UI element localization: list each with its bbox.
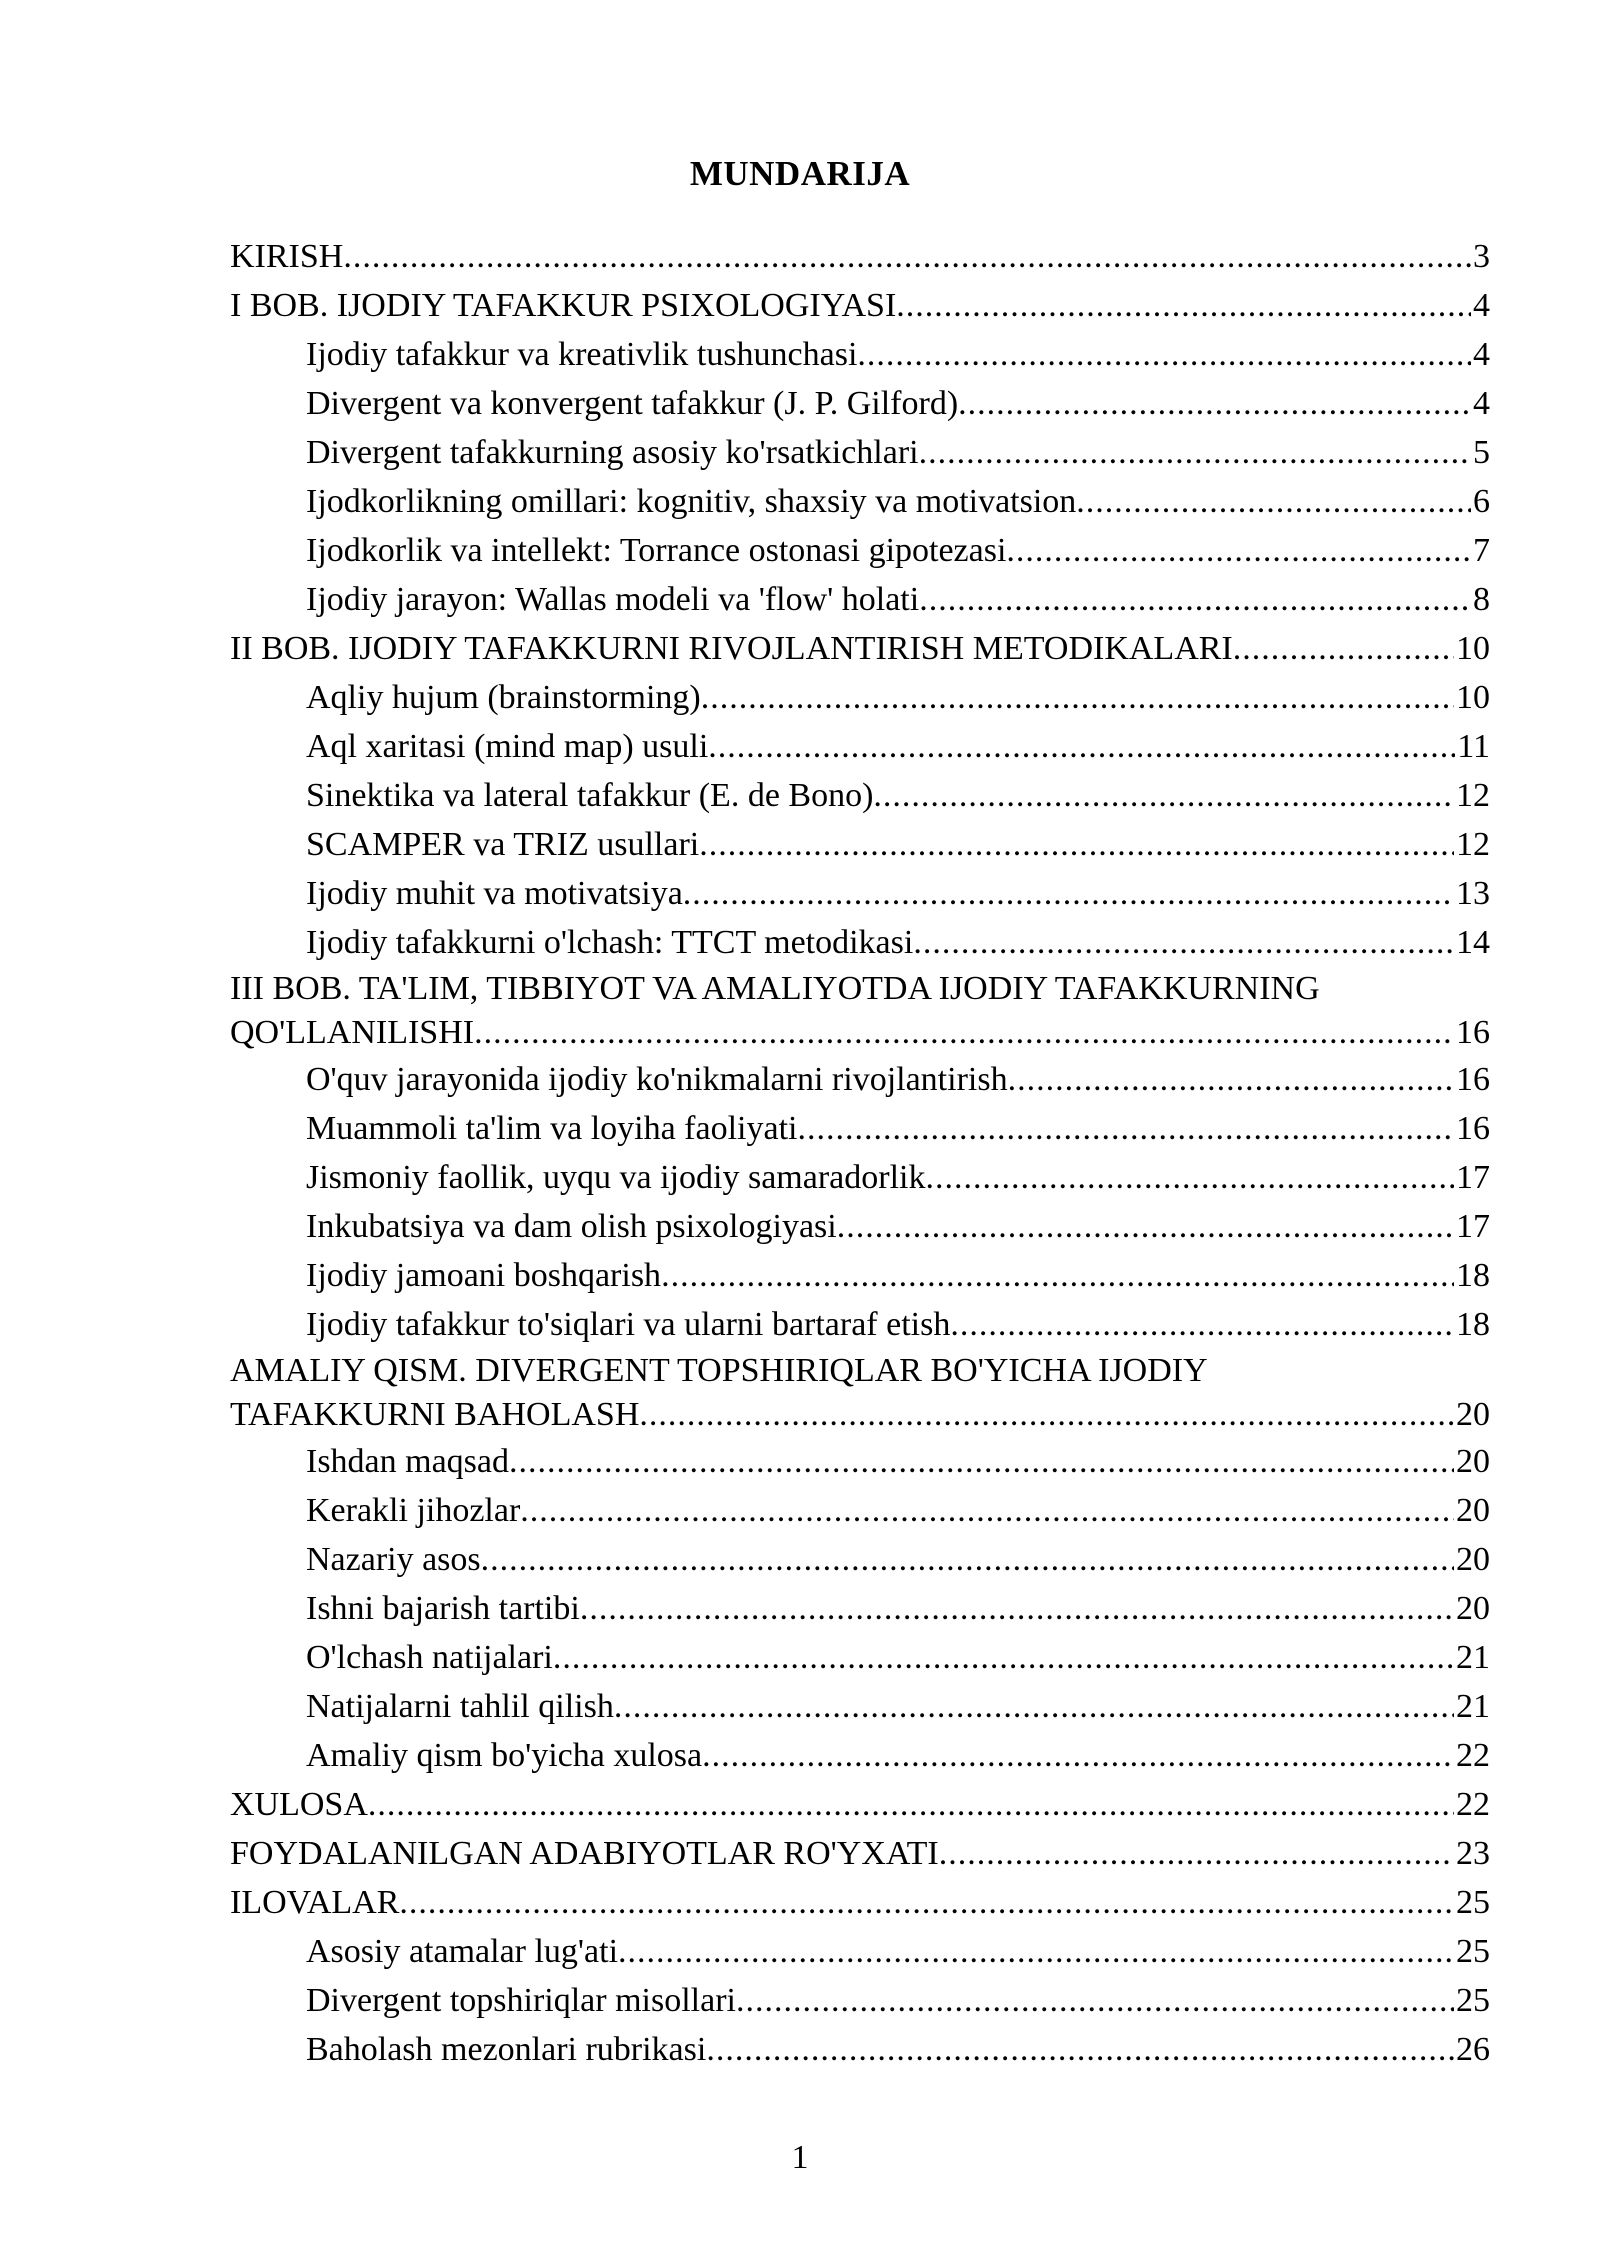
toc-entry-page: 10 [1456,679,1490,716]
toc-entry-label: Divergent va konvergent tafakkur (J. P. Gilford) [306,385,959,422]
toc-entry-label: Ijodiy tafakkur va kreativlik tushunchasi [306,336,858,373]
toc-subentry[interactable] [230,1976,1490,2025]
dot-leader [1076,477,1471,526]
toc-entry-label: Ijodiy jarayon: Wallas modeli va 'flow' holati [306,581,920,618]
toc-subentry[interactable] [230,869,1490,918]
toc-subentry[interactable] [230,1731,1490,1780]
toc-subentry[interactable] [230,1927,1490,1976]
toc-subentry[interactable] [230,722,1490,771]
dot-leader [925,1153,1454,1202]
toc-entry-page: 25 [1456,1933,1490,1970]
page-title: MUNDARIJA [689,154,911,193]
dot-leader [553,1633,1454,1682]
dot-leader [481,1535,1454,1584]
dot-leader [343,232,1471,281]
toc-entry-label: O'lchash natijalari [306,1639,553,1676]
toc-subentry[interactable] [230,477,1490,526]
toc-entry-label: SCAMPER va TRIZ usullari [306,826,700,863]
toc-subentry[interactable] [230,1300,1490,1349]
toc-entry-xulosa[interactable] [230,1780,1490,1829]
toc-subentry[interactable] [230,428,1490,477]
dot-leader [896,281,1471,330]
toc-entry-label: FOYDALANILGAN ADABIYOTLAR RO'YXATI [230,1835,939,1872]
toc-entry-page: 16 [1456,1110,1490,1147]
toc-entry-label: Ijodiy tafakkurni o'lchash: TTCT metodikasi [306,924,914,961]
toc-subentry[interactable] [230,1055,1490,1104]
toc-entry-page: 8 [1473,581,1490,618]
toc-entry-bob1[interactable] [230,281,1490,330]
dot-leader [580,1584,1454,1633]
toc-entry-label-line2: TAFAKKURNI BAHOLASH [230,1396,640,1433]
toc-entry-label: Sinektika va lateral tafakkur (E. de Bono) [306,777,874,814]
toc-entry-label: Ishdan maqsad [306,1443,510,1480]
toc-subentry[interactable] [230,918,1490,967]
dot-leader [939,1829,1454,1878]
dot-leader [857,330,1471,379]
toc-entry-page: 16 [1456,1014,1490,1051]
toc-subentry[interactable] [230,771,1490,820]
dot-leader [702,1731,1454,1780]
toc-subentry[interactable] [230,1437,1490,1486]
toc-entry-label: Divergent tafakkurning asosiy ko'rsatkichlari [306,434,919,471]
toc-entry-page: 23 [1456,1835,1490,1872]
table-of-contents [230,232,1490,2074]
toc-entry-label: Asosiy atamalar lug'ati [306,1933,619,1970]
dot-leader [913,918,1454,967]
toc-subentry[interactable] [230,1251,1490,1300]
toc-subentry[interactable] [230,1584,1490,1633]
dot-leader [618,1927,1454,1976]
toc-entry-page: 11 [1457,728,1490,765]
dot-leader [1233,624,1454,673]
dot-leader [699,820,1454,869]
dot-leader [474,1011,1454,1055]
toc-entry-page: 4 [1473,385,1490,422]
dot-leader [1006,526,1471,575]
toc-entry-label: Ijodiy tafakkur to'siqlari va ularni bartaraf etish [306,1306,951,1343]
toc-subentry[interactable] [230,575,1490,624]
toc-entry-label: Inkubatsiya va dam olish psixologiyasi [306,1208,837,1245]
toc-entry-label: Ishni bajarish tartibi [306,1590,580,1627]
toc-entry-label: XULOSA [230,1786,368,1823]
toc-entry-ilovalar[interactable] [230,1878,1490,1927]
toc-entry-page: 14 [1456,924,1490,961]
toc-entry-kirish[interactable] [230,232,1490,281]
toc-entry-amaliy[interactable] [230,1349,1490,1437]
toc-entry-page: 13 [1456,875,1490,912]
toc-subentry[interactable] [230,1682,1490,1731]
toc-entry-page: 20 [1456,1396,1490,1433]
toc-entry-page: 20 [1456,1590,1490,1627]
dot-leader [950,1300,1454,1349]
toc-entry-page: 22 [1456,1786,1490,1823]
dot-leader [736,1976,1454,2025]
toc-entry-adabiyotlar[interactable] [230,1829,1490,1878]
toc-entry-page: 10 [1456,630,1490,667]
toc-entry-label: Ijodkorlikning omillari: kognitiv, shaxsiy va motivatsion [306,483,1077,520]
toc-subentry[interactable] [230,1486,1490,1535]
toc-entry-page: 22 [1456,1737,1490,1774]
toc-entry-page: 17 [1456,1208,1490,1245]
toc-entry-label: II BOB. IJODIY TAFAKKURNI RIVOJLANTIRISH METODIKALARI [230,630,1233,667]
toc-entry-line2 [230,1393,1490,1437]
toc-subentry[interactable] [230,330,1490,379]
dot-leader [958,379,1471,428]
toc-entry-page: 12 [1456,826,1490,863]
toc-entry-label: Ijodiy muhit va motivatsiya [306,875,683,912]
toc-entry-page: 25 [1456,1982,1490,2019]
toc-entry-page: 20 [1456,1443,1490,1480]
toc-entry-page: 20 [1456,1492,1490,1529]
toc-entry-page: 18 [1456,1257,1490,1294]
toc-entry-label-line1: AMALIY QISM. DIVERGENT TOPSHIRIQLAR BO'YICHA IJODIY [230,1352,1208,1389]
toc-entry-label: ILOVALAR [230,1884,400,1921]
toc-subentry[interactable] [230,2025,1490,2074]
dot-leader [701,673,1454,722]
toc-entry-page: 20 [1456,1541,1490,1578]
toc-entry-page: 21 [1456,1688,1490,1725]
dot-leader [873,771,1454,820]
toc-entry-label: Natijalarni tahlil qilish [306,1688,614,1725]
toc-entry-page: 16 [1456,1061,1490,1098]
toc-entry-label: O'quv jarayonida ijodiy ko'nikmalarni rivojlantirish [306,1061,1008,1098]
toc-entry-label: Ijodkorlik va intellekt: Torrance ostonasi gipotezasi [306,532,1007,569]
toc-entry-bob3[interactable] [230,967,1490,1055]
dot-leader [919,428,1471,477]
toc-entry-label-line2: QO'LLANILISHI [230,1014,475,1051]
toc-entry-label: Aql xaritasi (mind map) usuli [306,728,709,765]
toc-subentry[interactable] [230,820,1490,869]
toc-subentry[interactable] [230,379,1490,428]
toc-subentry[interactable] [230,1202,1490,1251]
toc-subentry[interactable] [230,1104,1490,1153]
dot-leader [683,869,1454,918]
dot-leader [399,1878,1454,1927]
toc-entry-label: Divergent topshiriqlar misollari [306,1982,736,2019]
toc-subentry[interactable] [230,1153,1490,1202]
toc-entry-label: Ijodiy jamoani boshqarish [306,1257,662,1294]
toc-subentry[interactable] [230,1535,1490,1584]
toc-entry-label: Jismoniy faollik, uyqu va ijodiy samaradorlik [306,1159,926,1196]
toc-entry-page: 12 [1456,777,1490,814]
toc-entry-bob2[interactable] [230,624,1490,673]
toc-entry-page: 5 [1473,434,1490,471]
toc-entry-page: 7 [1473,532,1490,569]
toc-entry-page: 18 [1456,1306,1490,1343]
dot-leader [368,1780,1454,1829]
dot-leader [797,1104,1454,1153]
dot-leader [919,575,1471,624]
dot-leader [639,1393,1454,1437]
dot-leader [1008,1055,1454,1104]
toc-entry-label: Baholash mezonlari rubrikasi [306,2031,707,2068]
toc-entry-label: Nazariy asos [306,1541,481,1578]
dot-leader [708,722,1455,771]
page-number: 1 [791,2139,809,2176]
toc-entry-label: Kerakli jihozlar [306,1492,521,1529]
toc-entry-page: 3 [1473,238,1490,275]
toc-subentry[interactable] [230,673,1490,722]
toc-entry-label-line1: III BOB. TA'LIM, TIBBIYOT VA AMALIYOTDA IJODIY TAFAKKURNING [230,970,1320,1007]
dot-leader [614,1682,1454,1731]
dot-leader [509,1437,1454,1486]
toc-subentry[interactable] [230,1633,1490,1682]
toc-entry-label: I BOB. IJODIY TAFAKKUR PSIXOLOGIYASI [230,287,897,324]
toc-entry-label: KIRISH [230,238,344,275]
dot-leader [661,1251,1454,1300]
toc-entry-page: 4 [1473,336,1490,373]
dot-leader [520,1486,1454,1535]
toc-entry-label: Amaliy qism bo'yicha xulosa [306,1737,703,1774]
toc-entry-label: Aqliy hujum (brainstorming) [306,679,701,716]
toc-entry-page: 26 [1456,2031,1490,2068]
toc-entry-label: Muammoli ta'lim va loyiha faoliyati [306,1110,798,1147]
toc-entry-page: 4 [1473,287,1490,324]
toc-subentry[interactable] [230,526,1490,575]
dot-leader [837,1202,1454,1251]
toc-entry-line2 [230,1011,1490,1055]
toc-entry-page: 21 [1456,1639,1490,1676]
dot-leader [706,2025,1454,2074]
toc-entry-page: 25 [1456,1884,1490,1921]
toc-entry-page: 6 [1473,483,1490,520]
toc-entry-page: 17 [1456,1159,1490,1196]
